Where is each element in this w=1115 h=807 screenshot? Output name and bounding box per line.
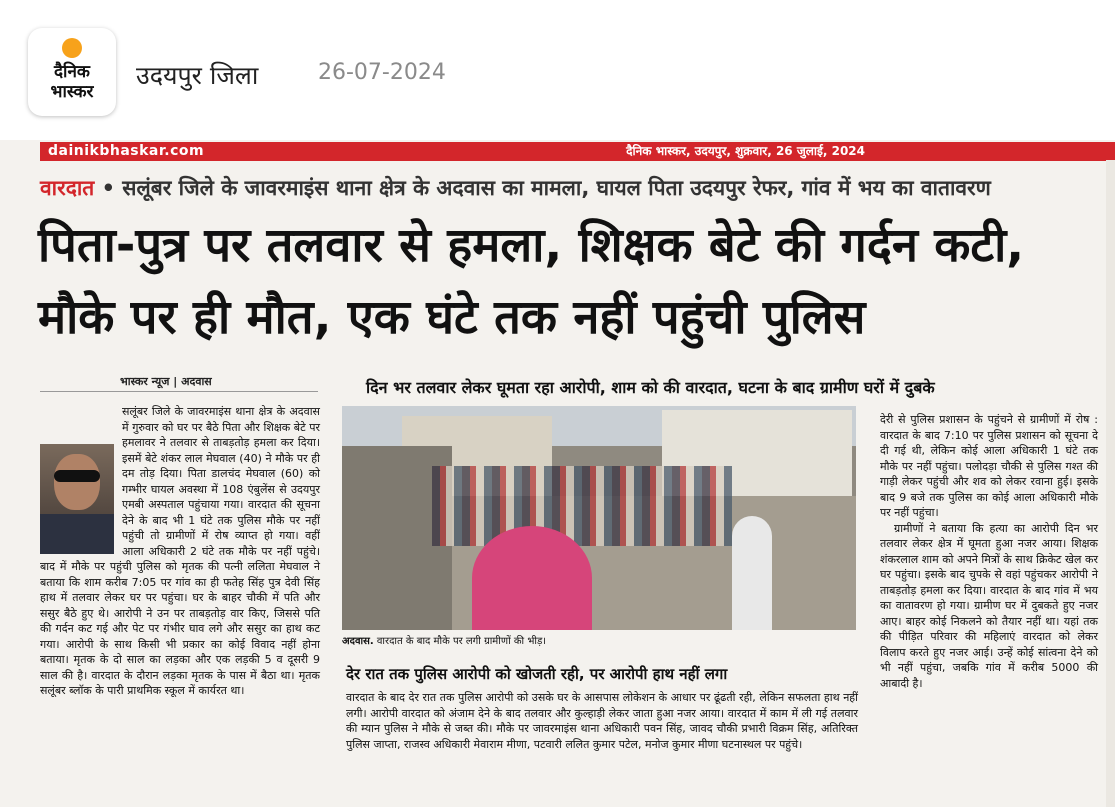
victim-photo <box>40 444 114 554</box>
section-subheadline: देर रात तक पुलिस आरोपी को खोजती रही, पर आरोपी हाथ नहीं लगा <box>346 665 728 683</box>
caption-tag: अदवास. <box>342 636 374 647</box>
site-url: dainikbhaskar.com <box>48 143 205 159</box>
right-body-text-1: देरी से पुलिस प्रशासन के पहुंचने से ग्रामीणों में रोष : वारदात के बाद 7:10 पर पुलिस प्रशासन को सूचना दे दी गई थी, लेकिन कोई आला अधिकारी 1 घंटे तक मौके पर नहीं पहुंचा। पलोदड़ा चौकी से पुलिस गश्त की गाड़ी लेकर पहुंची और शव को लेकर रवाना हुई। इसके बाद 9 बजे तक पुलिस का कोई आला अधिकारी मौके पर नहीं पहुंचा। <box>880 413 1098 519</box>
photo-woman-pink <box>472 526 592 630</box>
dainik-bhaskar-logo[interactable] <box>28 28 116 116</box>
edition-title: उदयपुर जिला <box>136 61 259 90</box>
photo-caption <box>342 633 856 647</box>
crowd-photo <box>342 406 856 630</box>
middle-body-text: वारदात के बाद देर रात तक पुलिस आरोपी को उसके घर के आसपास लोकेशन के आधार पर ढूंढती रही, लेकिन सफलता हाथ नहीं लगी। आरोपी वारदात को अंजाम देने के बाद तलवार और कुल्हाड़ी लेकर जाता हुआ नजर आया। वारदात में काम में ली गई तलवार की म्यान पुलिस ने मौके से जब्त की। मौके पर जावरमाइंस थाना अधिकारी पवन सिंह, जावद चौकी प्रभारी विक्रम सिंह, अतिरिक्त पुलिस जाप्ता, राजस्व अधिकारी मेवाराम मीणा, पटवारी ललित कुमार पटेल, मनोज कुमार मीणा घटनास्थल पर पहुंचे। <box>346 691 858 751</box>
app-header <box>0 0 1115 140</box>
photo-man-white <box>732 516 772 630</box>
subheadline: दिन भर तलवार लेकर घूमता रहा आरोपी, शाम को की वारदात, घटना के बाद ग्रामीण घरों में दुबके <box>366 378 935 397</box>
left-body-text: सलूंबर जिले के जावरमाइंस थाना क्षेत्र के अदवास में गुरुवार को घर पर बैठे पिता और शिक्षक बेटे पर हमलावर ने तलवार से ताबड़तोड़ हमला कर दिया। इसमें बेटे शंकर लाल मेघवाल (40) ने मौके पर ही दम तोड़ दिया। पिता डालचंद मेघवाल (60) को गम्भीर घायल अवस्था में 108 एंबुलेंस से उदयपुर एमबी अस्पताल पहुंचाया गया। वारदात की सूचना देने के बाद भी 1 घंटे तक पुलिस मौके पर नहीं पहुंची तो ग्रामीणों में रोष व्याप्त हो गया। वहीं आला अधिकारी 2 घंटे तक मौके पर नहीं पहुंचे। बाद में मौके पर पहुंची पुलिस को मृतक की पत्नी ललिता मेघवाल ने बताया कि शाम करीब 7:05 पर गांव का ही फतेह सिंह पुत्र देवी सिंह हाथ में तलवार लेकर घर पर पहुंचा। घर के बाहर चौकी में पति और ससुर बैठे हुए थे। आरोपी ने उन पर ताबड़तोड़ वार किए, जिससे पति की गर्दन कट गई और पेट पर गंभीर घाव लगे और ससुर का हाथ कट गया। आरोपी के साथ किसी भी प्रकार का कोई विवाद नहीं होना बताया। मृतक के दो साल का लड़का और एक लड़की 5 व दूसरी 9 साल की है। वारदात के दौरान लड़का मृतक के पास में बैठा था। मृतक सलूंबर ब्लॉक के पारी प्राथमिक स्कूल में कार्यरत था। <box>40 405 320 697</box>
byline: भास्कर न्यूज | अदवास <box>120 375 212 388</box>
paper-dateline: दैनिक भास्कर, उदयपुर, शुक्रवार, 26 जुलाई, 2024 <box>626 144 865 158</box>
logo-text-line2: भास्कर <box>50 82 94 102</box>
right-body-text-2: ग्रामीणों ने बताया कि हत्या का आरोपी दिन भर तलवार लेकर क्षेत्र में घूमता हुआ नजर आया। शिक्षक शंकरलाल शाम को अपने मित्रों के साथ क्रिकेट खेल कर घर पहुंचा। इसके बाद चुपके से वहां पहुंचकर आरोपी ने ताबड़तोड़ हमला कर दिया। वारदात के बाद गांव में भय का वातावरण हो गया। ग्रामीण घर में दुबकते हुए नजर आए। बाहर कोई निकलने को तैयार नहीं था। यहां तक की पीड़ित परिवार की महिलाएं वारदात को लेकर विलाप करते हुए नजर आई। उन्हें कोई सांत्वना देने को भी नहीं पहुंचा, जबकि गांव में करीब 5000 की आबादी है। <box>880 521 1098 690</box>
face-shape <box>54 454 100 510</box>
masthead-bar <box>40 142 1115 161</box>
logo-text-line1: दैनिक <box>54 62 90 82</box>
right-column <box>880 412 1098 691</box>
kicker-tag: वारदात <box>40 176 95 200</box>
left-column <box>40 404 320 699</box>
photo-crowd <box>432 466 732 546</box>
sunglasses-shape <box>54 470 100 482</box>
caption-text: वारदात के बाद मौके पर लगी ग्रामीणों की भीड़। <box>373 636 547 647</box>
headline: पिता-पुत्र पर तलवार से हमला, शिक्षक बेटे की गर्दन कटी, मौके पर ही मौत, एक घंटे तक नहीं पहुंची पुलिस <box>38 218 1025 345</box>
sun-icon <box>62 38 82 58</box>
shirt-shape <box>40 514 114 554</box>
kicker-line <box>40 174 1100 202</box>
adjacent-column-edge <box>1106 160 1115 807</box>
kicker-text: • सलूंबर जिले के जावरमाइंस थाना क्षेत्र के अदवास का मामला, घायल पिता उदयपुर रेफर, गांव में भय का वातावरण <box>94 176 991 200</box>
divider <box>40 391 318 392</box>
edition-date: 26-07-2024 <box>318 60 446 85</box>
